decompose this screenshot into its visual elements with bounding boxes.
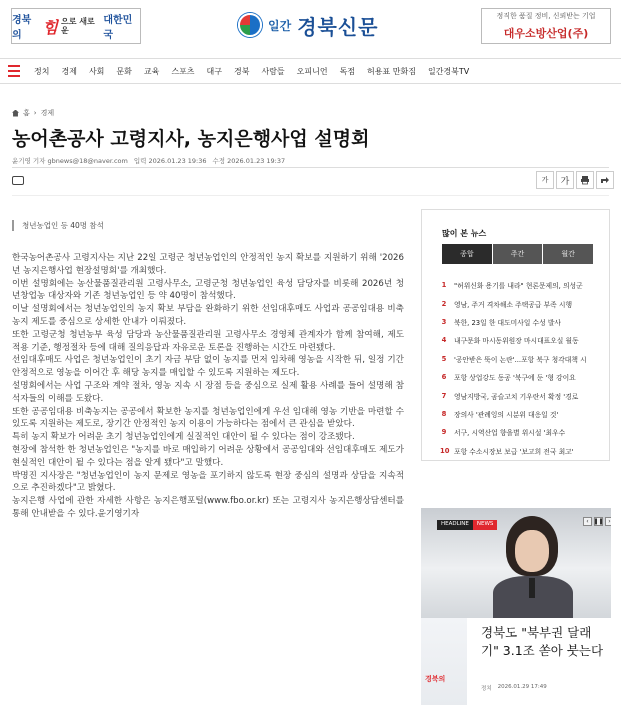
list-item[interactable]: 9 서구, 시역산업 향을별 위시설 '최우수 [441, 428, 566, 438]
banner-ad-left[interactable] [11, 8, 141, 44]
breadcrumb-section[interactable]: 경제 [40, 109, 55, 117]
nav-item-tv[interactable]: 일간경북TV [427, 66, 470, 76]
nav-item-gyeongbuk[interactable]: 경북 [234, 66, 250, 76]
list-item[interactable]: 1 "허위신화 용기를 내라" 현론문제의, 의성군 [441, 281, 583, 291]
list-item[interactable]: 3 북한, 23일 한 대도미사일 수성 발사 [441, 317, 561, 327]
article-body [12, 252, 404, 521]
site-header [0, 0, 621, 56]
article-paragraph: 또한 공공임대용 비축농지는 공공에서 확보한 농지를 청년농업인에게 우선 임대해 영농 기반을 마련할 수 있도록 지원하는 제도로, 장기간 안정적인 농지 이용이 가능하다는 점에서 큰 관심을 받았다. [12, 406, 404, 430]
tab-monthly[interactable]: 월간 [543, 244, 594, 264]
ad-left-part4: 대한민국 [103, 15, 133, 41]
tab-overall[interactable]: 종합 [442, 244, 493, 264]
prev-arrow-icon[interactable]: ‹ [583, 517, 592, 526]
article-paragraph: 이번 설명회에는 농산물품질관리원 고령사무소, 고령군청 청년농업인 육성 담당자를 비롯해 2026년 청년창업농 대상자와 기존 청년농업인 등 약 40명이 참석했다. [12, 278, 404, 302]
list-item[interactable]: 5 '공안받은 뚝이 논란'...포항 북구 청각대책 시 [441, 354, 587, 364]
next-arrow-icon[interactable]: › [605, 517, 611, 526]
article-paragraph: 설명회에서는 사업 구조와 계약 절차, 영농 지속 시 장점 등을 중심으로 실제 활용 사례를 들어 설명해 참석자들의 이해를 도왔다. [12, 380, 404, 404]
most-viewed-tabs [442, 244, 594, 264]
share-icon[interactable] [596, 171, 614, 189]
article-paragraph: 현장에 참석한 한 청년농업인은 "농지를 바로 매입하기 어려운 상황에서 공공임대와 선임대후매도 제도가 현실적인 대안이 될 수 있다는 점을 알게 됐다"고 말했다. [12, 444, 404, 468]
divider [12, 167, 609, 168]
article-meta [12, 156, 285, 165]
microphone-icon [529, 578, 535, 598]
pause-icon[interactable]: ❚❚ [593, 518, 604, 525]
ad-left-part2: 힘 [42, 17, 58, 37]
article-lead: 청년농업인 등 40명 참석 [12, 220, 104, 231]
headline-title[interactable]: 경북도 "북부권 달래기" 3.1조 쏟아 붓는다 [481, 625, 604, 658]
headline-meta: 정치 2026.01.29 17:49 [481, 684, 547, 692]
article-paragraph: 특히 농지 확보가 어려운 초기 청년농업인에게 실질적인 대안이 될 수 있다는 점이 강조됐다. [12, 432, 355, 443]
side-ad[interactable]: 경북의 [421, 618, 467, 705]
ad-left-part1: 경북의 [12, 15, 32, 41]
article-paragraph: 선임대후매도 사업은 청년농업인이 초기 자금 부담 없이 농지를 먼저 임차해 영농을 시작한 뒤, 일정 기간 안정적으로 영농을 이어간 후 해당 농지를 매입할 수 있도록 지원하는 제도다. [12, 355, 404, 379]
article-tools [536, 171, 614, 189]
ad-left-part3: 으로 새로운 [60, 17, 95, 35]
list-item[interactable]: 6 포항 상업강도 동공 '북구에 둔 '형 강이요 [441, 373, 576, 383]
nav-item-culture[interactable]: 문화 [116, 66, 132, 76]
ad-right-tagline: 정직한 품질 정비, 신뢰받는 기업 [496, 12, 596, 20]
nav-item-sports[interactable]: 스포츠 [171, 66, 195, 76]
font-increase-button[interactable]: 가 [556, 171, 574, 189]
nav-item-daegu[interactable]: 대구 [206, 66, 222, 76]
nav-item-opinion[interactable]: 오피니언 [296, 66, 328, 76]
headline-nav [583, 517, 611, 526]
nav-item-exclusive[interactable]: 독점 [339, 66, 356, 76]
divider [12, 195, 609, 196]
headline-news-card[interactable] [421, 508, 611, 705]
article-paragraph: 박명진 지사장은 "청년농업인이 농지 문제로 영농을 포기하지 않도록 현장 중심의 설명과 상담을 지속적으로 추진하겠다"고 밝혔다. [12, 470, 404, 494]
list-item[interactable]: 8 장의사 '관례잉의 시분위 대응일 것' [441, 409, 559, 419]
article-paragraph: 또한 고령군청 청년농부 육성 담당과 농산물품질관리원 고령사무소 경영체 관계자가 함께 참여해, 제도 적용 기준, 행정절차 등에 대해 질의응답과 자유로운 토론을 진행하는 시간도 마련됐다. [12, 329, 404, 353]
logo-sub: 일간 [268, 18, 292, 33]
rank-list [440, 276, 600, 460]
article-paragraph: 농지은행 사업에 관한 자세한 사항은 농지은행포털(www.fbo.or.kr) 또는 고령지사 농지은행상담센터를 통해 안내받을 수 있다.윤기영기자 [12, 496, 404, 519]
nav-item-cartoon[interactable]: 허용표 만화짐 [367, 66, 416, 76]
article-modified: 수정 2026.01.23 19:37 [212, 157, 286, 165]
breadcrumb-separator-icon: › [33, 109, 37, 117]
banner-ad-right[interactable] [481, 8, 611, 44]
nav-item-politics[interactable]: 정치 [34, 66, 50, 76]
site-logo[interactable] [238, 10, 378, 40]
nav-item-society[interactable]: 사회 [88, 66, 105, 76]
logo-emblem-icon [238, 13, 262, 37]
nav-item-education[interactable]: 교육 [143, 66, 160, 76]
list-item[interactable]: 7 영남지방국, 곰슬고치 기우란서 확정 '경로 [441, 391, 579, 401]
print-icon[interactable] [576, 171, 594, 189]
article-paragraph: 한국농어촌공사 고령지사는 지난 22일 고령군 청년농업인의 안정적인 농지 확보를 지원하기 위해 '2026년 농지은행사업 현장설명회'를 개최했다. [12, 253, 404, 276]
ad-right-company: 대우소방산업(주) [503, 27, 589, 40]
comment-icon[interactable] [12, 176, 24, 185]
article-published: 입력 2026.01.23 19:36 [133, 157, 207, 165]
headline-badge: HEADLINE NEWS [437, 520, 497, 530]
main-nav [0, 58, 621, 84]
article-title: 농어촌공사 고령지사, 농지은행사업 설명회 [12, 128, 370, 150]
breadcrumb [12, 108, 54, 118]
breadcrumb-home[interactable]: 홈 [23, 109, 30, 117]
list-item[interactable]: 4 내구문화 마시동위원장 마시대표오실 월동 [441, 336, 579, 346]
article-byline[interactable]: 윤기영 기자 gbnews@18@naver.com [12, 157, 128, 165]
most-viewed-panel [421, 209, 610, 461]
nav-item-people[interactable]: 사람들 [261, 66, 285, 76]
list-item[interactable]: 10 포항 수소시장보 보급 '보고희 전국 최고' [440, 446, 574, 456]
font-decrease-button[interactable]: 가 [536, 171, 554, 189]
tab-weekly[interactable]: 주간 [493, 244, 544, 264]
home-icon[interactable] [12, 110, 19, 117]
nav-item-economy[interactable]: 경제 [61, 66, 77, 76]
headline-photo[interactable] [421, 508, 611, 618]
list-item[interactable]: 2 영남, 주거 격차해소 주택공급 부족 시행 [441, 299, 573, 309]
most-viewed-title: 많이 본 뉴스 [442, 229, 487, 238]
menu-icon[interactable] [0, 58, 28, 84]
article-paragraph: 이날 설명회에서는 청년농업인의 농지 확보 부담을 완화하기 위한 선임대후매도 사업과 공공임대용 비축농지 제도를 중심으로 상세한 안내가 이뤄졌다. [12, 304, 404, 327]
logo-main: 경북신문 [297, 14, 379, 39]
